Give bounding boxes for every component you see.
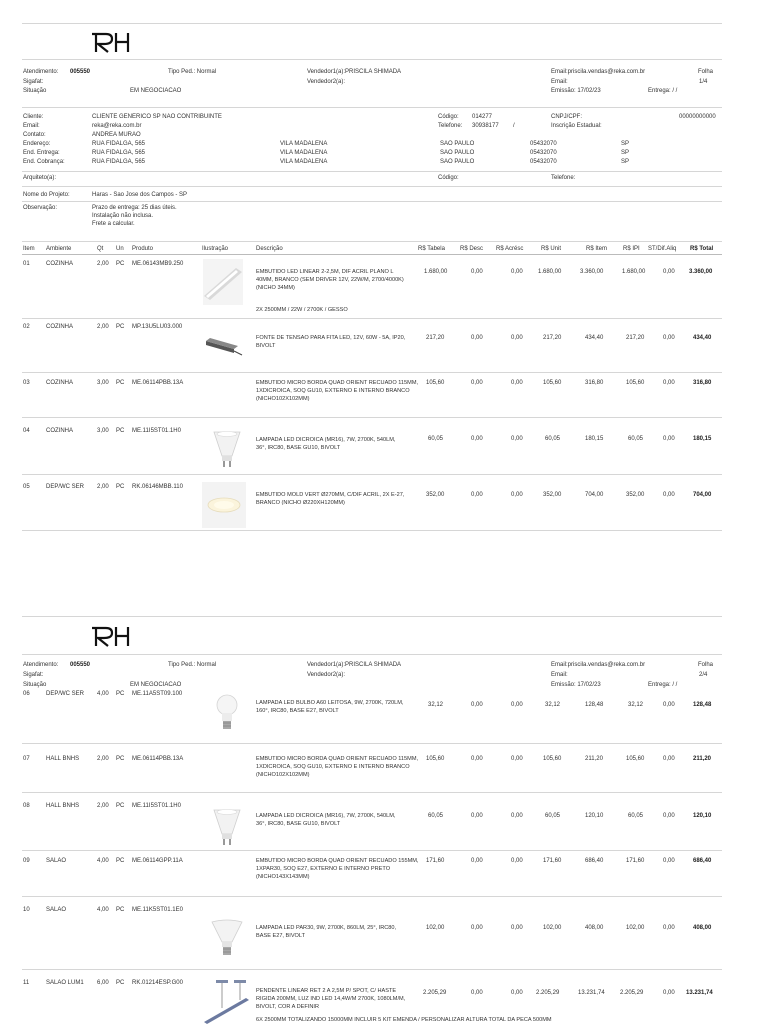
row-item: 01 [23, 261, 30, 267]
header-rule [22, 59, 722, 60]
row-unit: 217,20 [543, 335, 562, 341]
col-tabela: R$ Tabela [418, 246, 445, 252]
row-tabela: 217,20 [426, 335, 445, 341]
row-item: 06 [23, 691, 30, 697]
power-supply-icon [204, 335, 244, 357]
cidade-cobranca: SAO PAULO [440, 159, 475, 165]
row-divider [22, 850, 722, 851]
row-st: 0,00 [663, 335, 675, 341]
cnpj-value: 00000000000 [679, 114, 716, 120]
row-st: 0,00 [663, 380, 675, 386]
contato-value: ANDREA MURAO [92, 132, 141, 138]
row-unit: 102,00 [543, 925, 562, 931]
col-acresc: R$ Acrésc [496, 246, 524, 252]
row-produto: ME.06114PBB.13A [132, 380, 184, 386]
arquiteto-label: Arquiteto(a): [23, 175, 57, 181]
row-desc: 0,00 [471, 858, 483, 864]
row-unit: 1.680,00 [538, 269, 562, 275]
row-produto: ME.06114PBB.13A [132, 756, 184, 762]
row-unit: 32,12 [545, 702, 561, 708]
row-desc: 0,00 [471, 925, 483, 931]
row-divider [22, 792, 722, 793]
row-ambiente: HALL BNHS [46, 756, 80, 762]
obs-line: Frete a calcular. [92, 221, 135, 227]
row-ambiente: DEP/WC SER [46, 691, 85, 697]
col-item: Item [23, 246, 35, 252]
row-total: 13.231,74 [686, 990, 713, 996]
reka-logo-icon [90, 624, 132, 648]
row-total: 408,00 [693, 925, 712, 931]
row-st: 0,00 [663, 925, 675, 931]
row-descricao: LAMPADA LED PAR30, 9W, 2700K, 860LM, 25°, IRC80, BASE E27, BIVOLT [256, 925, 397, 940]
row-qt: 2,00 [97, 484, 109, 490]
col-qt: Qt [97, 246, 104, 252]
row-ambiente: COZINHA [46, 324, 73, 330]
folha-label: Folha [698, 662, 714, 668]
row-ambiente: COZINHA [46, 380, 73, 386]
row-tabela: 102,00 [426, 925, 445, 931]
vendedor1: Vendedor1(a):PRISCILA SHIMADA [307, 69, 402, 75]
row-descricao: PENDENTE LINEAR RET 2 A 2,5M P/ SPOT, C/ HASTE RIGIDA 200MM, LUZ IND LED 14,4W/M 2700K, 1080LM/M, BIVOLT, COR A DEFINIR [256, 988, 406, 1011]
row-item-val: 211,20 [585, 756, 603, 762]
row-qt: 2,00 [97, 803, 109, 809]
entrega-value: RUA FIDALGA, 565 [92, 150, 146, 156]
row-ambiente: COZINHA [46, 261, 73, 267]
row-descricao: LAMPADA LED DICROICA (MR16), 7W, 2700K, 540LM, 36°, IRC80, BASE GU10, BIVOLT [256, 813, 396, 828]
obs-line: Prazo de entrega: 25 dias úteis. [92, 205, 177, 211]
row-total: 434,40 [693, 335, 712, 341]
row-un: PC [116, 980, 125, 986]
row-unit: 105,60 [543, 380, 562, 386]
row-extra: 6X 2500MM TOTALIZANDO 15000MM INCLUIR 5 KIT EMENDA / PERSONALIZAR ALTURA TOTAL DA PECA 500MM [256, 1017, 552, 1023]
row-un: PC [116, 691, 125, 697]
telefone-value: 30938177 [472, 123, 499, 129]
row-qt: 4,00 [97, 691, 109, 697]
row-item-val: 13.231,74 [578, 990, 605, 996]
col-unit: R$ Unit [541, 246, 562, 252]
row-tabela: 32,12 [428, 702, 444, 708]
row-produto: ME.11A5ST09.100 [132, 691, 183, 697]
emissao-date: Emissão: 17/02/23 [551, 88, 601, 94]
row-ipi: 171,60 [626, 858, 645, 864]
entrega-date: Entrega: / / [648, 682, 678, 688]
col-desc: R$ Desc [460, 246, 484, 252]
row-qt: 2,00 [97, 756, 109, 762]
row-unit: 2.205,29 [536, 990, 560, 996]
row-item-val: 408,00 [585, 925, 604, 931]
tipo-pedido: Tipo Ped.: Normal [168, 69, 217, 75]
atendimento-value: 005550 [70, 662, 91, 668]
situacao-value: EM NEGOCIACAO [130, 682, 182, 688]
row-st: 0,00 [663, 436, 675, 442]
row-produto: ME.06143MB9.250 [132, 261, 184, 267]
email-vendedor2: Email: [551, 79, 568, 85]
row-item-val: 704,00 [585, 492, 604, 498]
telefone2-label: Telefone: [551, 175, 576, 181]
row-divider [22, 372, 722, 373]
row-desc: 0,00 [471, 990, 483, 996]
row-un: PC [116, 756, 125, 762]
email-vendedor2: Email: [551, 672, 568, 678]
row-ipi: 32,12 [628, 702, 644, 708]
folha-label: Folha [698, 69, 714, 75]
row-divider [22, 318, 722, 319]
row-acresc: 0,00 [511, 990, 523, 996]
dichroic-lamp-icon [212, 808, 242, 848]
row-divider [22, 530, 722, 531]
row-desc: 0,00 [471, 269, 483, 275]
row-desc: 0,00 [471, 380, 483, 386]
row-extra: 2X 2500MM / 22W / 2700K / GESSO [256, 307, 348, 313]
projeto-label: Nome do Projeto: [23, 192, 70, 198]
contato-label: Contato: [23, 132, 46, 138]
row-un: PC [116, 803, 125, 809]
row-descricao: LAMPADA LED DICROICA (MR16), 7W, 2700K, 540LM, 36°, IRC80, BASE GU10, BIVOLT [256, 437, 396, 452]
row-total: 3.360,00 [689, 269, 713, 275]
row-ambiente: DEP/WC SER [46, 484, 85, 490]
row-ambiente: COZINHA [46, 428, 73, 434]
row-tabela: 352,00 [426, 492, 445, 498]
row-un: PC [116, 324, 125, 330]
row-total: 704,00 [693, 492, 712, 498]
row-item: 03 [23, 380, 30, 386]
cidade-endereco: SAO PAULO [440, 141, 475, 147]
row-item-val: 686,40 [585, 858, 604, 864]
email-value: reka@reka.com.br [92, 123, 142, 129]
cliente-label: Cliente: [23, 114, 44, 120]
col-ipi: R$ IPI [623, 246, 640, 252]
situacao-value: EM NEGOCIACAO [130, 88, 182, 94]
row-produto: ME.11I5ST01.1H0 [132, 428, 181, 434]
row-acresc: 0,00 [511, 269, 523, 275]
page2-top-rule [22, 616, 722, 617]
row-produto: RK.01214ESP.G00 [132, 980, 183, 986]
row-descricao: EMBUTIDO MICRO BORDA QUAD ORIENT RECUADO 115MM, 1XDICROICA, SOQ GU10, EXTERNO E INTERNO BRANCO (NICHO102X102MM) [256, 380, 419, 403]
row-ambiente: SALAO LUM1 [46, 980, 84, 986]
row-un: PC [116, 428, 125, 434]
row-tabela: 105,60 [426, 380, 445, 386]
round-ceiling-light-icon [202, 482, 246, 528]
row-ambiente: SALAO [46, 858, 67, 864]
linear-led-profile-icon [202, 258, 244, 306]
cidade-entrega: SAO PAULO [440, 150, 475, 156]
vendedor2: Vendedor2(a): [307, 79, 346, 85]
row-total: 686,40 [693, 858, 712, 864]
row-qt: 4,00 [97, 858, 109, 864]
row-qt: 2,00 [97, 261, 109, 267]
row-st: 0,00 [663, 492, 675, 498]
sigafat-label: Sigafat: [23, 79, 44, 85]
entrega-label: End. Entrega: [23, 150, 60, 156]
row-un: PC [116, 907, 125, 913]
row-tabela: 60,05 [428, 813, 444, 819]
row-item: 10 [23, 907, 30, 913]
cep-cobranca: 05432070 [530, 159, 557, 165]
row-produto: ME.11K5ST01.1E0 [132, 907, 183, 913]
row-item-val: 3.360,00 [580, 269, 604, 275]
row-total: 128,48 [693, 702, 712, 708]
row-unit: 171,60 [543, 858, 562, 864]
tipo-pedido: Tipo Ped.: Normal [168, 662, 217, 668]
row-un: PC [116, 261, 125, 267]
row-desc: 0,00 [471, 756, 483, 762]
row-total: 211,20 [693, 756, 712, 762]
row-tabela: 171,60 [426, 858, 445, 864]
row-produto: MP.13U5LU03.000 [132, 324, 183, 330]
row-ipi: 105,60 [626, 380, 645, 386]
row-st: 0,00 [663, 990, 675, 996]
row-st: 0,00 [663, 813, 675, 819]
row-acresc: 0,00 [511, 492, 523, 498]
col-produto: Produto [132, 246, 154, 252]
arquiteto-rule [22, 171, 722, 172]
row-desc: 0,00 [471, 813, 483, 819]
endereco-value: RUA FIDALGA, 565 [92, 141, 146, 147]
row-st: 0,00 [663, 858, 675, 864]
row-acresc: 0,00 [511, 925, 523, 931]
row-un: PC [116, 858, 125, 864]
row-acresc: 0,00 [511, 335, 523, 341]
row-qt: 6,00 [97, 980, 109, 986]
top-rule [22, 23, 722, 24]
situacao-label: Situação [23, 88, 47, 94]
col-ambiente: Ambiente [46, 246, 72, 252]
row-un: PC [116, 380, 125, 386]
row-un: PC [116, 484, 125, 490]
row-divider [22, 896, 722, 897]
emissao-date: Emissão: 17/02/23 [551, 682, 601, 688]
email-vendedor1: Email:priscila.vendas@reka.com.br [551, 69, 646, 75]
projeto-value: Haras - Sao Jose dos Campos - SP [92, 192, 188, 198]
client-rule [22, 107, 722, 108]
row-produto: RK.06146MBB.110 [132, 484, 183, 490]
row-item: 09 [23, 858, 30, 864]
linear-pendant-icon [202, 978, 250, 1024]
row-acresc: 0,00 [511, 380, 523, 386]
row-ambiente: SALAO [46, 907, 67, 913]
row-acresc: 0,00 [511, 756, 523, 762]
row-ipi: 102,00 [626, 925, 645, 931]
row-st: 0,00 [663, 702, 675, 708]
cobranca-value: RUA FIDALGA, 565 [92, 159, 146, 165]
row-acresc: 0,00 [511, 858, 523, 864]
email-vendedor1: Email:priscila.vendas@reka.com.br [551, 662, 646, 668]
row-st: 0,00 [663, 269, 675, 275]
row-tabela: 2.205,29 [423, 990, 447, 996]
row-item-val: 120,10 [585, 813, 604, 819]
row-tabela: 105,60 [426, 756, 445, 762]
codigo2-label: Código: [438, 175, 459, 181]
vendedor1: Vendedor1(a):PRISCILA SHIMADA [307, 662, 402, 668]
projeto-rule [22, 186, 722, 187]
row-descricao: EMBUTIDO MICRO BORDA QUAD ORIENT RECUADO 155MM, 1XPAR30, SOQ E27, EXTERNO E INTERNO PRETO (NICHO143X143MM) [256, 858, 419, 881]
row-desc: 0,00 [471, 702, 483, 708]
row-divider [22, 417, 722, 418]
row-desc: 0,00 [471, 436, 483, 442]
ie-label: Inscrição Estadual: [551, 123, 602, 129]
uf-endereco: SP [621, 141, 630, 147]
row-descricao: EMBUTIDO LED LINEAR 2-2,5M, DIF ACRIL PLANO L 40MM, BRANCO (SEM DRIVER 12V, 22W/M, 2700/4000K) (NICHO 34MM) [256, 269, 404, 292]
col-st: ST/Dif.Aliq [648, 246, 677, 252]
reka-logo-icon [90, 30, 132, 54]
row-divider [22, 969, 722, 970]
row-unit: 60,05 [545, 813, 561, 819]
page2-header-rule [22, 654, 722, 655]
col-ilustracao: Ilustração [202, 246, 229, 252]
row-unit: 105,60 [543, 756, 562, 762]
row-tabela: 1.680,00 [424, 269, 448, 275]
cep-endereco: 05432070 [530, 141, 557, 147]
row-item: 02 [23, 324, 30, 330]
row-item: 08 [23, 803, 30, 809]
table-header-rule-top [22, 241, 722, 242]
row-produto: ME.06114GPP.11A [132, 858, 183, 864]
row-descricao: FONTE DE TENSAO PARA FITA LED, 12V, 60W - 5A, IP20, BIVOLT [256, 335, 406, 350]
row-acresc: 0,00 [511, 702, 523, 708]
cliente-value: CLIENTE GENERICO SP NAO CONTRIBUINTE [92, 114, 222, 120]
row-item: 07 [23, 756, 30, 762]
row-ipi: 2.205,29 [620, 990, 644, 996]
row-ipi: 1.680,00 [622, 269, 646, 275]
atendimento-label: Atendimento: [23, 662, 59, 668]
row-produto: ME.11I5ST01.1H0 [132, 803, 181, 809]
row-unit: 60,05 [545, 436, 561, 442]
dichroic-lamp-icon [212, 430, 242, 470]
atendimento-value: 005550 [70, 69, 91, 75]
sigafat-label: Sigafat: [23, 672, 44, 678]
row-qt: 3,00 [97, 380, 109, 386]
folha-value: 2/4 [699, 672, 708, 678]
row-ambiente: HALL BNHS [46, 803, 80, 809]
row-item-val: 128,48 [585, 702, 604, 708]
row-ipi: 217,20 [626, 335, 645, 341]
row-descricao: LAMPADA LED BULBO A60 LEITOSA, 9W, 2700K, 720LM, 160°, IRC80, BASE E27, BIVOLT [256, 700, 404, 715]
row-total: 120,10 [693, 813, 712, 819]
bairro-endereco: VILA MADALENA [280, 141, 328, 147]
row-item-val: 180,15 [585, 436, 604, 442]
row-total: 180,15 [693, 436, 712, 442]
bairro-entrega: VILA MADALENA [280, 150, 328, 156]
obs-line: Instalação não inclusa. [92, 213, 154, 219]
entrega-date: Entrega: / / [648, 88, 678, 94]
obs-label: Observação: [23, 205, 58, 211]
row-ipi: 352,00 [626, 492, 645, 498]
row-qt: 3,00 [97, 428, 109, 434]
row-descricao: EMBUTIDO MICRO BORDA QUAD ORIENT RECUADO 115MM, 1XDICROICA, SOQ GU10, EXTERNO E INTERNO BRANCO (NICHO102X102MM) [256, 756, 419, 779]
bairro-cobranca: VILA MADALENA [280, 159, 328, 165]
col-total: R$ Total [690, 246, 714, 252]
row-acresc: 0,00 [511, 436, 523, 442]
uf-cobranca: SP [621, 159, 630, 165]
cobranca-label: End. Cobrança: [23, 159, 65, 165]
row-item: 11 [23, 980, 30, 986]
endereco-label: Endereço: [23, 141, 51, 147]
row-desc: 0,00 [471, 492, 483, 498]
row-item: 05 [23, 484, 30, 490]
col-item-val: R$ Item [586, 246, 608, 252]
folha-value: 1/4 [699, 79, 708, 85]
row-unit: 352,00 [543, 492, 562, 498]
row-acresc: 0,00 [511, 813, 523, 819]
par30-lamp-icon [210, 918, 244, 958]
row-item-val: 316,80 [585, 380, 604, 386]
row-desc: 0,00 [471, 335, 483, 341]
bulb-icon [215, 693, 239, 733]
uf-entrega: SP [621, 150, 630, 156]
row-st: 0,00 [663, 756, 675, 762]
row-ipi: 60,05 [628, 436, 644, 442]
row-descricao: EMBUTIDO MOLD VERT Ø270MM, C/DIF ACRIL, 2X E-27, BRANCO (NICHO Ø220XH120MM) [256, 492, 405, 507]
vendedor2: Vendedor2(a): [307, 672, 346, 678]
table-header-rule-bottom [22, 254, 722, 255]
telefone-separator: / [513, 123, 515, 129]
email-label: Email: [23, 123, 40, 129]
cep-entrega: 05432070 [530, 150, 557, 156]
situacao-label: Situação [23, 682, 47, 688]
row-divider [22, 743, 722, 744]
row-divider [22, 474, 722, 475]
row-qt: 4,00 [97, 907, 109, 913]
atendimento-label: Atendimento: [23, 69, 59, 75]
row-ipi: 60,05 [628, 813, 644, 819]
row-qt: 2,00 [97, 324, 109, 330]
row-total: 316,80 [693, 380, 712, 386]
telefone-label: Telefone: [438, 123, 463, 129]
row-tabela: 60,05 [428, 436, 444, 442]
row-item: 04 [23, 428, 30, 434]
codigo-value: 014277 [472, 114, 493, 120]
cnpj-label: CNPJ/CPF: [551, 114, 583, 120]
row-item-val: 434,40 [585, 335, 604, 341]
obs-rule [22, 201, 722, 202]
col-descricao: Descrição [256, 246, 283, 252]
col-un: Un [116, 246, 124, 252]
row-ipi: 105,60 [626, 756, 645, 762]
codigo-label: Código: [438, 114, 459, 120]
